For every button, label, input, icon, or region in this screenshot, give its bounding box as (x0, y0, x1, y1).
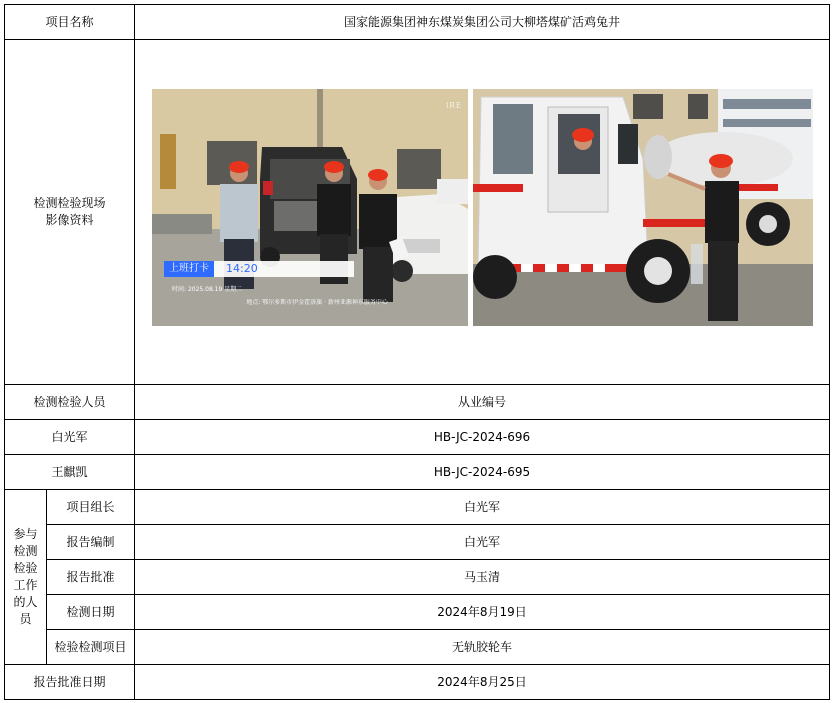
participant-role: 检验检测项目 (47, 630, 135, 665)
inspector-name: 白光军 (5, 420, 135, 455)
participant-value: 白光军 (135, 525, 830, 560)
photos-label-line1: 检测检验现场 (33, 196, 106, 210)
inspectors-label: 检测检验人员 (5, 385, 135, 420)
participant-row (5, 525, 830, 560)
approval-value: 2024年8月25日 (135, 665, 830, 700)
photos-label (5, 40, 135, 385)
participants-label (5, 490, 47, 665)
photo-watermark: IRE (446, 100, 463, 110)
participants-label-text: 参与检测检验工作的人员 (13, 527, 38, 626)
site-photo-truck (473, 89, 813, 326)
inspector-cert: HB-JC-2024-696 (135, 420, 830, 455)
participant-row (5, 630, 830, 665)
inspector-name: 王麒凯 (5, 455, 135, 490)
cert-header: 从业编号 (135, 385, 830, 420)
inspector-row (5, 455, 830, 490)
participant-value: 无轨胶轮车 (135, 630, 830, 665)
inspection-form-table (4, 4, 830, 700)
participant-role: 报告编制 (47, 525, 135, 560)
photos-row (5, 40, 830, 385)
checkin-location-line: 地点: 鄂尔多斯市伊金霍洛旗 · 新州亚源神东服务中心 (246, 298, 388, 306)
participant-role: 项目组长 (47, 490, 135, 525)
participant-row (5, 490, 830, 525)
participant-value: 马玉清 (135, 560, 830, 595)
project-label: 项目名称 (5, 5, 135, 40)
participant-row (5, 595, 830, 630)
photos-label-line2: 影像资料 (45, 213, 94, 227)
checkin-bar (164, 261, 354, 277)
project-row (5, 5, 830, 40)
participant-role: 检测日期 (47, 595, 135, 630)
inspector-cert: HB-JC-2024-695 (135, 455, 830, 490)
site-photo-workers (152, 89, 468, 326)
checkin-time-line: 时间: 2025.08.19 星期二 (172, 285, 243, 293)
checkin-time: 14:20 (226, 261, 258, 275)
participant-value: 2024年8月19日 (135, 595, 830, 630)
inspectors-header-row (5, 385, 830, 420)
checkin-badge: 上班打卡 (164, 261, 214, 277)
participant-role: 报告批准 (47, 560, 135, 595)
participant-value: 白光军 (135, 490, 830, 525)
approval-row (5, 665, 830, 700)
photos-cell (135, 40, 830, 385)
project-value: 国家能源集团神东煤炭集团公司大柳塔煤矿活鸡兔井 (135, 5, 830, 40)
inspector-row (5, 420, 830, 455)
participant-row (5, 560, 830, 595)
approval-label: 报告批准日期 (5, 665, 135, 700)
